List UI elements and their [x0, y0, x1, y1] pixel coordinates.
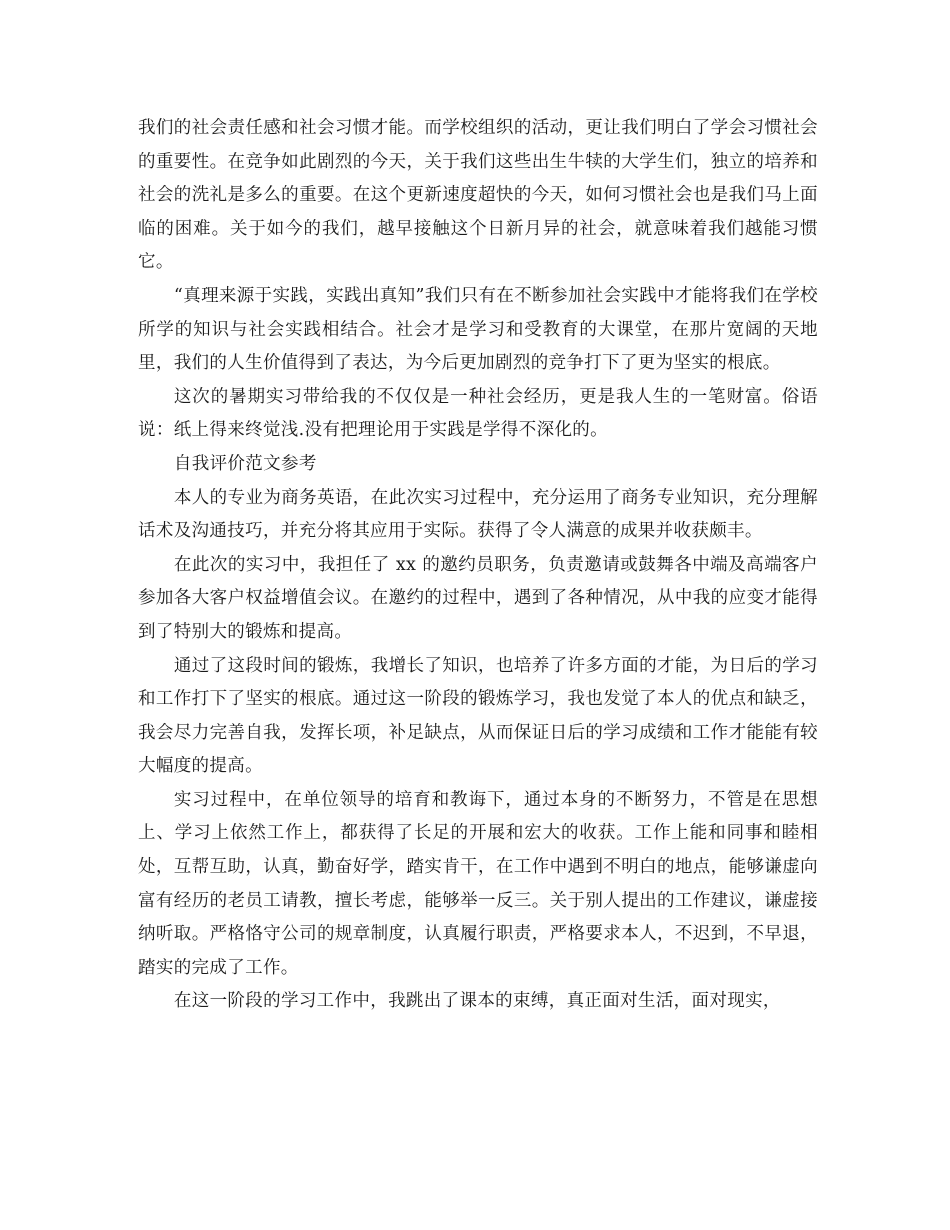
- section-heading: 自我评价范文参考: [173, 453, 317, 474]
- paragraph-9: 在这一阶段的学习工作中，我跳出了课本的束缚，真正面对生活，面对现实，: [173, 991, 781, 1012]
- paragraph-8: 实习过程中，在单位领导的培育和教诲下，通过本身的不断努力，不管是在思想上、学习上依然工作上，都获得了长足的开展和宏大的收获。工作上能和同事和睦相处，互帮互助，认真，勤奋好学，踏实肯干，在工作中遇到不明白的地点，能够谦虚向富有经历的老员工请教，擅长考虑，能够举一反三。关于别人提出的工作建议，谦虚接纳听取。严格恪守公司的规章制度，认真履行职责，严格要求本人，不迟到，不早退，踏实的完成了工作。: [138, 789, 818, 978]
- paragraph-1: 我们的社会责任感和社会习惯才能。而学校组织的活动，更让我们明白了学会习惯社会的重要性。在竞争如此剧烈的今天，关于我们这些出生牛犊的大学生们，独立的培养和社会的洗礼是多么的重要。在这个更新速度超快的今天，如何习惯社会也是我们马上面临的困难。关于如今的我们，越早接触这个日新月异的社会，就意味着我们越能习惯它。: [138, 118, 818, 273]
- paragraph-3: 这次的暑期实习带给我的不仅仅是一种社会经历，更是我人生的一笔财富。俗语说：纸上得来终觉浅.没有把理论用于实践是学得不深化的。: [138, 386, 818, 441]
- paragraph-5: 本人的专业为商务英语，在此次实习过程中，充分运用了商务专业知识，充分理解话术及沟通技巧，并充分将其应用于实际。获得了令人满意的成果并收获颇丰。: [138, 487, 818, 542]
- paragraph-6: 在此次的实习中，我担任了 xx 的邀约员职务，负责邀请或鼓舞各中端及高端客户参加各大客户权益增值会议。在邀约的过程中，遇到了各种情况，从中我的应变才能得到了特别大的锻炼和提高。: [138, 554, 818, 642]
- document-body: [138, 112, 818, 1019]
- paragraph-7: 通过了这段时间的锻炼，我增长了知识，也培养了许多方面的才能，为日后的学习和工作打下了坚实的根底。通过这一阶段的锻炼学习，我也发觉了本人的优点和缺乏，我会尽力完善自我，发挥长项，补足缺点，从而保证日后的学习成绩和工作才能能有较大幅度的提高。: [138, 655, 818, 777]
- paragraph-2: “真理来源于实践，实践出真知”我们只有在不断参加社会实践中才能将我们在学校所学的知识与社会实践相结合。社会才是学习和受教育的大课堂，在那片宽阔的天地里，我们的人生价值得到了表达，为今后更加剧烈的竞争打下了更为坚实的根底。: [138, 285, 818, 374]
